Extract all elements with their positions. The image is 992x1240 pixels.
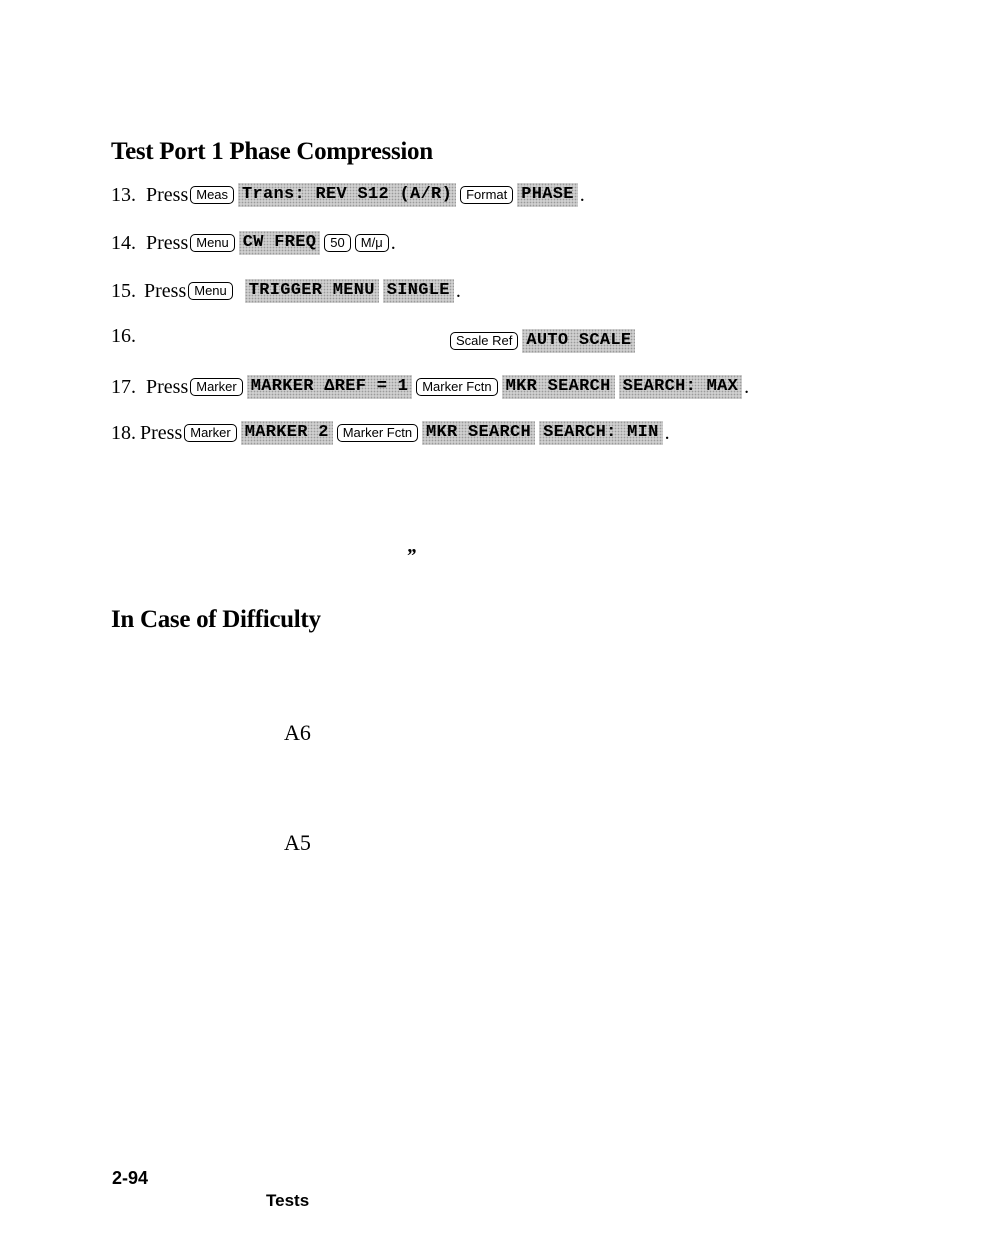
section-heading-in-case-of-difficulty: In Case of Difficulty: [111, 606, 321, 633]
press-label: Press: [140, 421, 183, 444]
step-13: [111, 183, 585, 207]
meas-hardkey[interactable]: Meas: [190, 186, 234, 204]
page-number: 2-94: [112, 1168, 149, 1188]
press-label: Press: [146, 375, 189, 398]
marker-hardkey[interactable]: Marker: [184, 424, 236, 442]
step-number: 17.: [111, 375, 136, 398]
scale-ref-hardkey[interactable]: Scale Ref: [450, 332, 518, 350]
marker-fctn-hardkey[interactable]: Marker Fctn: [337, 424, 418, 442]
step-18: [111, 421, 670, 445]
assembly-ref-a6: A6: [284, 720, 311, 745]
quote-mark: ”: [406, 545, 416, 567]
search-max-softkey[interactable]: SEARCH: MAX: [619, 375, 743, 399]
marker-delta-ref-softkey[interactable]: MARKER ΔREF = 1: [247, 375, 413, 399]
search-min-softkey[interactable]: SEARCH: MIN: [539, 421, 663, 445]
step-16-number: 16.: [111, 325, 136, 347]
press-label: Press: [146, 231, 189, 254]
step-14: [111, 231, 396, 255]
step-number: 13.: [111, 183, 136, 206]
press-label: Press: [146, 183, 189, 206]
marker-fctn-hardkey[interactable]: Marker Fctn: [416, 378, 497, 396]
period: .: [664, 421, 670, 444]
trans-rev-s12-softkey[interactable]: Trans: REV S12 (A/R): [238, 183, 456, 207]
fifty-hardkey[interactable]: 50: [324, 234, 350, 252]
step-number: 18.: [111, 421, 136, 444]
step-number: 14.: [111, 231, 136, 254]
step-15: [111, 279, 461, 303]
press-label: Press: [144, 279, 187, 302]
menu-hardkey[interactable]: Menu: [188, 282, 233, 300]
phase-softkey[interactable]: PHASE: [517, 183, 578, 207]
assembly-ref-a5: A5: [284, 830, 311, 855]
mkr-search-softkey[interactable]: MKR SEARCH: [422, 421, 535, 445]
footer-label: Tests: [266, 1191, 310, 1210]
period: .: [455, 279, 461, 302]
menu-hardkey[interactable]: Menu: [190, 234, 235, 252]
single-softkey[interactable]: SINGLE: [383, 279, 454, 303]
m-mu-hardkey[interactable]: M/μ: [355, 234, 389, 252]
marker-hardkey[interactable]: Marker: [190, 378, 242, 396]
cw-freq-softkey[interactable]: CW FREQ: [239, 231, 321, 255]
step-16: [448, 329, 637, 353]
marker-2-softkey[interactable]: MARKER 2: [241, 421, 333, 445]
period: .: [579, 183, 585, 206]
section-heading-phase-compression: Test Port 1 Phase Compression: [111, 138, 433, 165]
auto-scale-softkey[interactable]: AUTO SCALE: [522, 329, 635, 353]
format-hardkey[interactable]: Format: [460, 186, 513, 204]
period: .: [390, 231, 396, 254]
step-17: [111, 375, 749, 399]
trigger-menu-softkey[interactable]: TRIGGER MENU: [245, 279, 379, 303]
period: .: [744, 375, 750, 398]
step-number: 15.: [111, 279, 136, 302]
mkr-search-softkey[interactable]: MKR SEARCH: [502, 375, 615, 399]
